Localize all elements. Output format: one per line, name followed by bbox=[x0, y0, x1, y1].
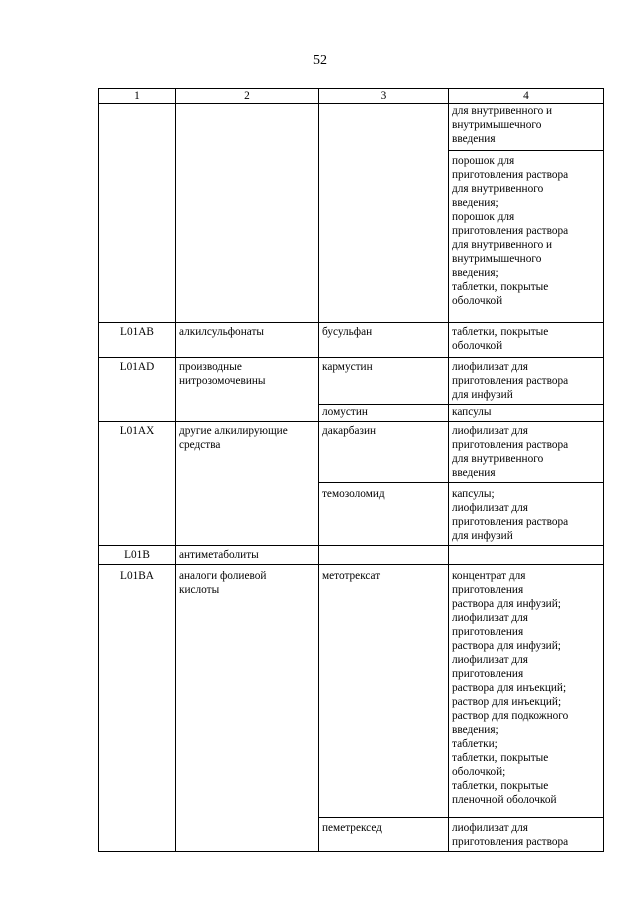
group-name-cell: алкилсульфонаты bbox=[176, 323, 319, 358]
group-name-cell bbox=[176, 104, 319, 323]
drug-name-cell bbox=[319, 104, 449, 323]
atc-code-cell: L01AX bbox=[99, 422, 176, 546]
atc-code-cell: L01BA bbox=[99, 565, 176, 852]
dosage-form-cell: капсулы bbox=[449, 405, 604, 422]
table-row bbox=[99, 546, 604, 565]
table-row bbox=[99, 323, 604, 358]
group-name-cell: производные нитрозомочевины bbox=[176, 358, 319, 422]
dosage-form-cell: капсулы; лиофилизат для приготовления раствора для инфузий bbox=[449, 483, 604, 546]
drug-name-cell: кармустин bbox=[319, 358, 449, 405]
dosage-form-cell: лиофилизат для приготовления раствора для внутривенного введения bbox=[449, 422, 604, 483]
table-row bbox=[99, 104, 604, 151]
drug-name-cell bbox=[319, 546, 449, 565]
dosage-form-cell: лиофилизат для приготовления раствора bbox=[449, 818, 604, 852]
dosage-form-cell: лиофилизат для приготовления раствора для инфузий bbox=[449, 358, 604, 405]
column-header: 4 bbox=[449, 89, 604, 104]
drug-name-cell: темозоломид bbox=[319, 483, 449, 546]
dosage-form-cell: концентрат для приготовления раствора для инфузий; лиофилизат для приготовления раствора для инфузий; лиофилизат для приготовления раствора для инъекций; раствор для инъекций; раствор для подкожного введения; таблетки; таблетки, покрытые оболочкой; таблетки, покрытые пленочной оболочкой bbox=[449, 565, 604, 818]
page-number: 52 bbox=[313, 53, 327, 68]
table-row bbox=[99, 358, 604, 405]
dosage-form-cell: для внутривенного и внутримышечного введения bbox=[449, 104, 604, 151]
dosage-form-cell: порошок для приготовления раствора для внутривенного введения; порошок для приготовления раствора для внутривенного и внутримышечного введения; таблетки, покрытые оболочкой bbox=[449, 151, 604, 323]
dosage-form-cell: таблетки, покрытые оболочкой bbox=[449, 323, 604, 358]
group-name-cell: антиметаболиты bbox=[176, 546, 319, 565]
column-header: 2 bbox=[176, 89, 319, 104]
drug-name-cell: пеметрексед bbox=[319, 818, 449, 852]
dosage-form-cell bbox=[449, 546, 604, 565]
column-header: 3 bbox=[319, 89, 449, 104]
table-row bbox=[99, 565, 604, 818]
group-name-cell: другие алкилирующие средства bbox=[176, 422, 319, 546]
atc-code-cell: L01AB bbox=[99, 323, 176, 358]
drug-name-cell: дакарбазин bbox=[319, 422, 449, 483]
atc-code-cell bbox=[99, 104, 176, 323]
drug-name-cell: ломустин bbox=[319, 405, 449, 422]
table-header-row bbox=[99, 89, 604, 104]
drug-name-cell: метотрексат bbox=[319, 565, 449, 818]
column-header: 1 bbox=[99, 89, 176, 104]
drug-classification-table bbox=[98, 88, 604, 852]
atc-code-cell: L01AD bbox=[99, 358, 176, 422]
table-row bbox=[99, 422, 604, 483]
drug-name-cell: бусульфан bbox=[319, 323, 449, 358]
group-name-cell: аналоги фолиевой кислоты bbox=[176, 565, 319, 852]
atc-code-cell: L01B bbox=[99, 546, 176, 565]
